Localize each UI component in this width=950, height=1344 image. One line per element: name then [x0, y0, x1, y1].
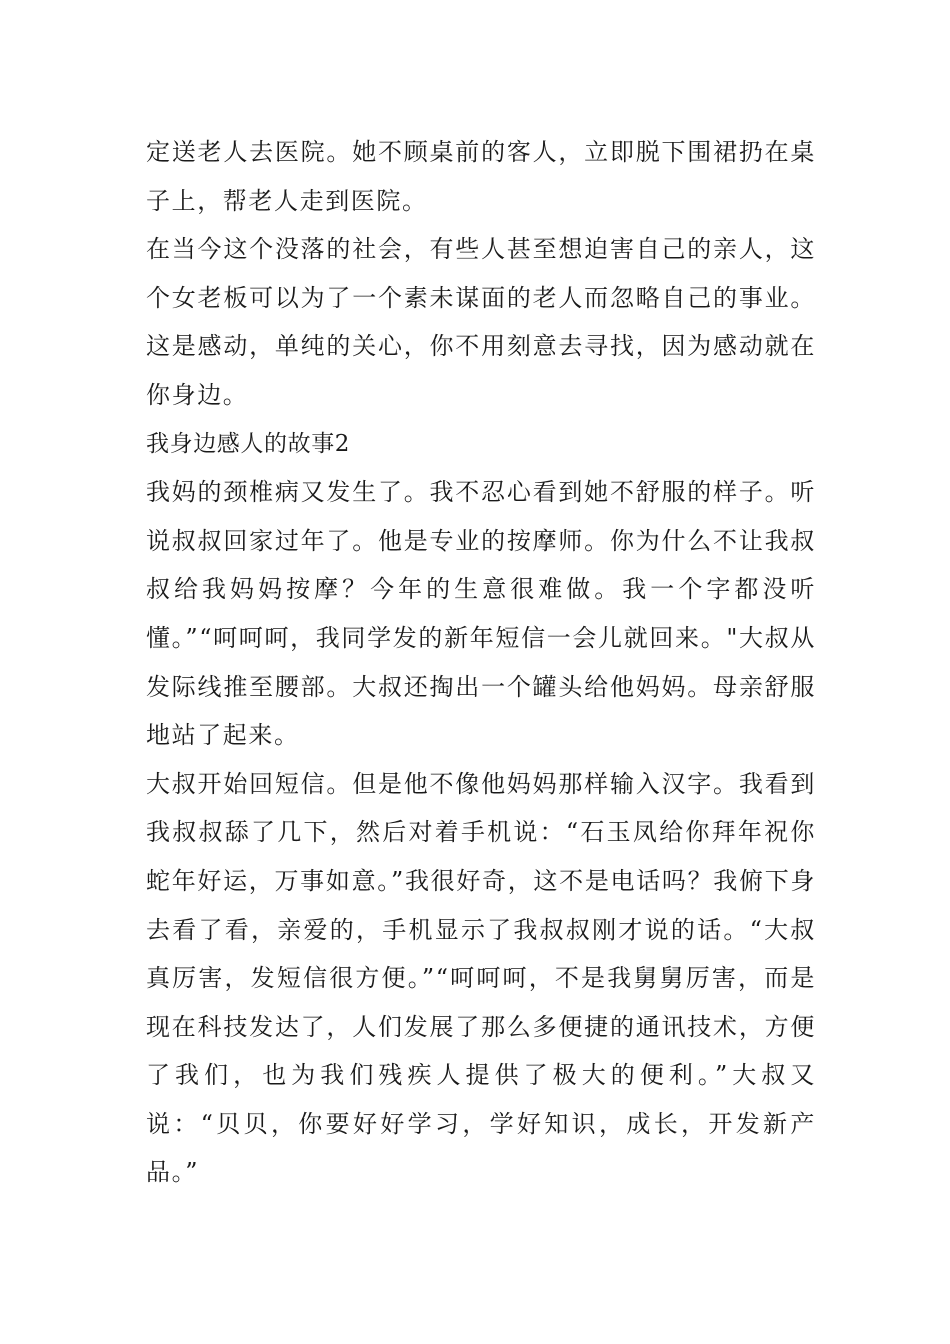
paragraph: 在当今这个没落的社会，有些人甚至想迫害自己的亲人，这个女老板可以为了一个素未谋面的老人而忽略自己的事业。这是感动，单纯的关心，你不用刻意去寻找，因为感动就在你身边。 [146, 235, 816, 409]
document-body [146, 128, 816, 1197]
section-title: 我身边感人的故事2 [146, 430, 351, 457]
paragraph: 大叔开始回短信。但是他不像他妈妈那样输入汉字。我看到我叔叔舔了几下，然后对着手机说：“石玉凤给你拜年祝你蛇年好运，万事如意。”我很好奇，这不是电话吗？我俯下身去看了看，亲爱的，手机显示了我叔叔刚才说的话。“大叔真厉害，发短信很方便。”“呵呵呵，不是我舅舅厉害，而是现在科技发达了，人们发展了那么多便捷的通讯技术，方便了我们，也为我们残疾人提供了极大的便利。”大叔又说：“贝贝，你要好好学习，学好知识，成长，开发新产品。” [146, 769, 816, 1187]
paragraph: 我妈的颈椎病又发生了。我不忍心看到她不舒服的样子。听说叔叔回家过年了。他是专业的按摩师。你为什么不让我叔叔给我妈妈按摩？今年的生意很难做。我一个字都没听懂。”“呵呵呵，我同学发的新年短信一会儿就回来。"大叔从发际线推至腰部。大叔还掏出一个罐头给他妈妈。母亲舒服地站了起来。 [146, 478, 816, 750]
paragraph: 定送老人去医院。她不顾桌前的客人，立即脱下围裙扔在桌子上，帮老人走到医院。 [146, 138, 816, 215]
